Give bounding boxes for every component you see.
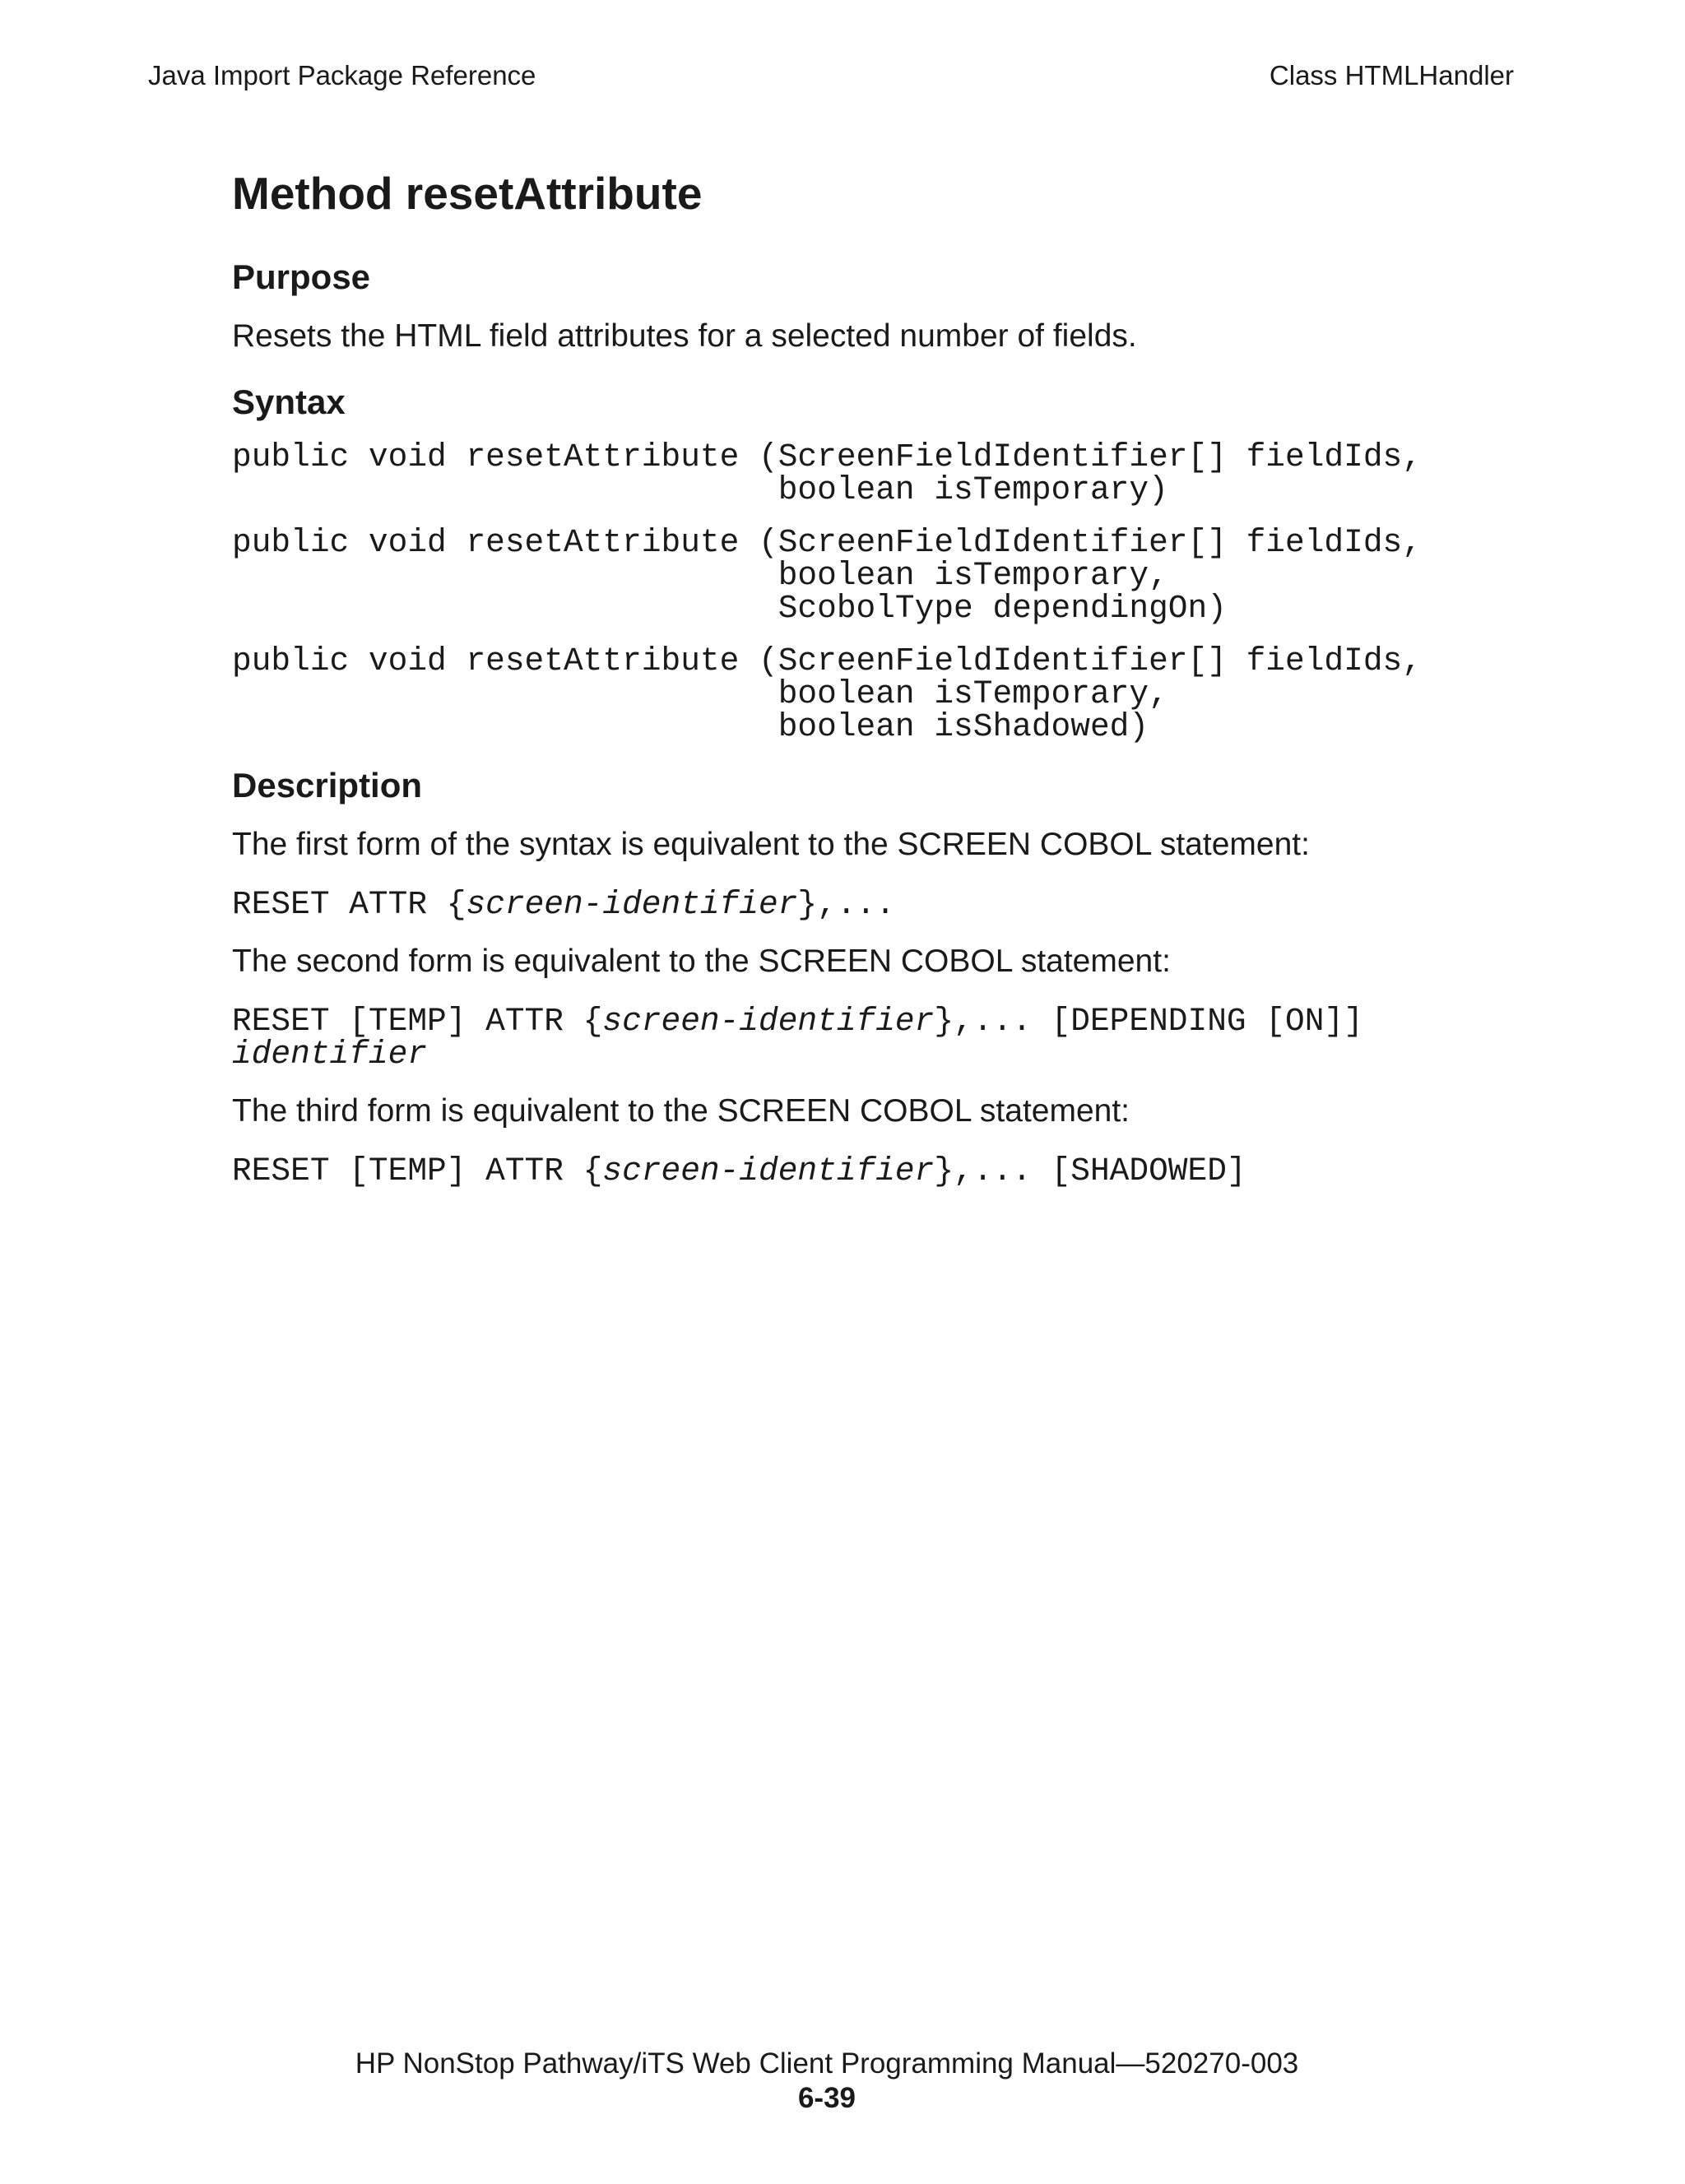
code-part: RESET [TEMP] ATTR { [232, 1003, 603, 1040]
page-content [232, 165, 1581, 1208]
purpose-section [232, 255, 1581, 357]
code-italic: identifier [232, 1036, 428, 1073]
description-third-text: The third form is equivalent to the SCREEN COBOL statement: [232, 1093, 1130, 1129]
purpose-heading: Purpose [232, 257, 371, 296]
description-second-text: The second form is equivalent to the SCREEN COBOL statement: [232, 944, 1171, 979]
page-number: 6-39 [797, 2082, 856, 2114]
syntax-line: public void resetAttribute (ScreenFieldIdentifier[] fieldIds, [232, 642, 1422, 679]
syntax-heading: Syntax [232, 383, 346, 421]
description-section [232, 763, 1581, 1188]
header-right: Class HTMLHandler [1269, 60, 1514, 90]
description-third-code [232, 1152, 1581, 1189]
description-second-code [232, 1005, 1581, 1071]
code-part: },... [DEPENDING [ON]] [934, 1003, 1363, 1040]
page-footer [0, 2047, 1654, 2116]
syntax-line: boolean isShadowed) [232, 708, 1149, 745]
purpose-text: Resets the HTML field attributes for a selected number of fields. [232, 318, 1137, 354]
syntax-line: public void resetAttribute (ScreenFieldIdentifier[] fieldIds, [232, 438, 1422, 475]
syntax-line: boolean isTemporary, [232, 557, 1168, 594]
description-first-text: The first form of the syntax is equivalent to the SCREEN COBOL statement: [232, 827, 1310, 862]
code-part: },... [SHADOWED] [934, 1152, 1246, 1189]
syntax-form-1 [232, 438, 1581, 508]
syntax-line: boolean isTemporary, [232, 675, 1168, 712]
code-italic: screen-identifier [602, 1152, 935, 1189]
running-header [148, 59, 1514, 92]
syntax-form-3 [232, 642, 1581, 745]
code-italic: screen-identifier [466, 886, 798, 923]
code-part: RESET ATTR { [232, 886, 467, 923]
code-part: },... [797, 886, 895, 923]
footer-manual-title: HP NonStop Pathway/iTS Web Client Programming Manual—520270-003 [355, 2047, 1299, 2080]
page-title: Method resetAttribute [232, 168, 703, 219]
syntax-line: ScobolType dependingOn) [232, 590, 1227, 627]
description-heading: Description [232, 766, 423, 805]
syntax-section [232, 380, 1581, 744]
description-first-code [232, 888, 1581, 921]
code-part: RESET [TEMP] ATTR { [232, 1152, 603, 1189]
code-italic: screen-identifier [602, 1003, 935, 1040]
syntax-line: boolean isTemporary) [232, 471, 1168, 508]
header-left: Java Import Package Reference [148, 60, 536, 90]
syntax-form-2 [232, 526, 1581, 625]
syntax-line: public void resetAttribute (ScreenFieldIdentifier[] fieldIds, [232, 524, 1422, 561]
